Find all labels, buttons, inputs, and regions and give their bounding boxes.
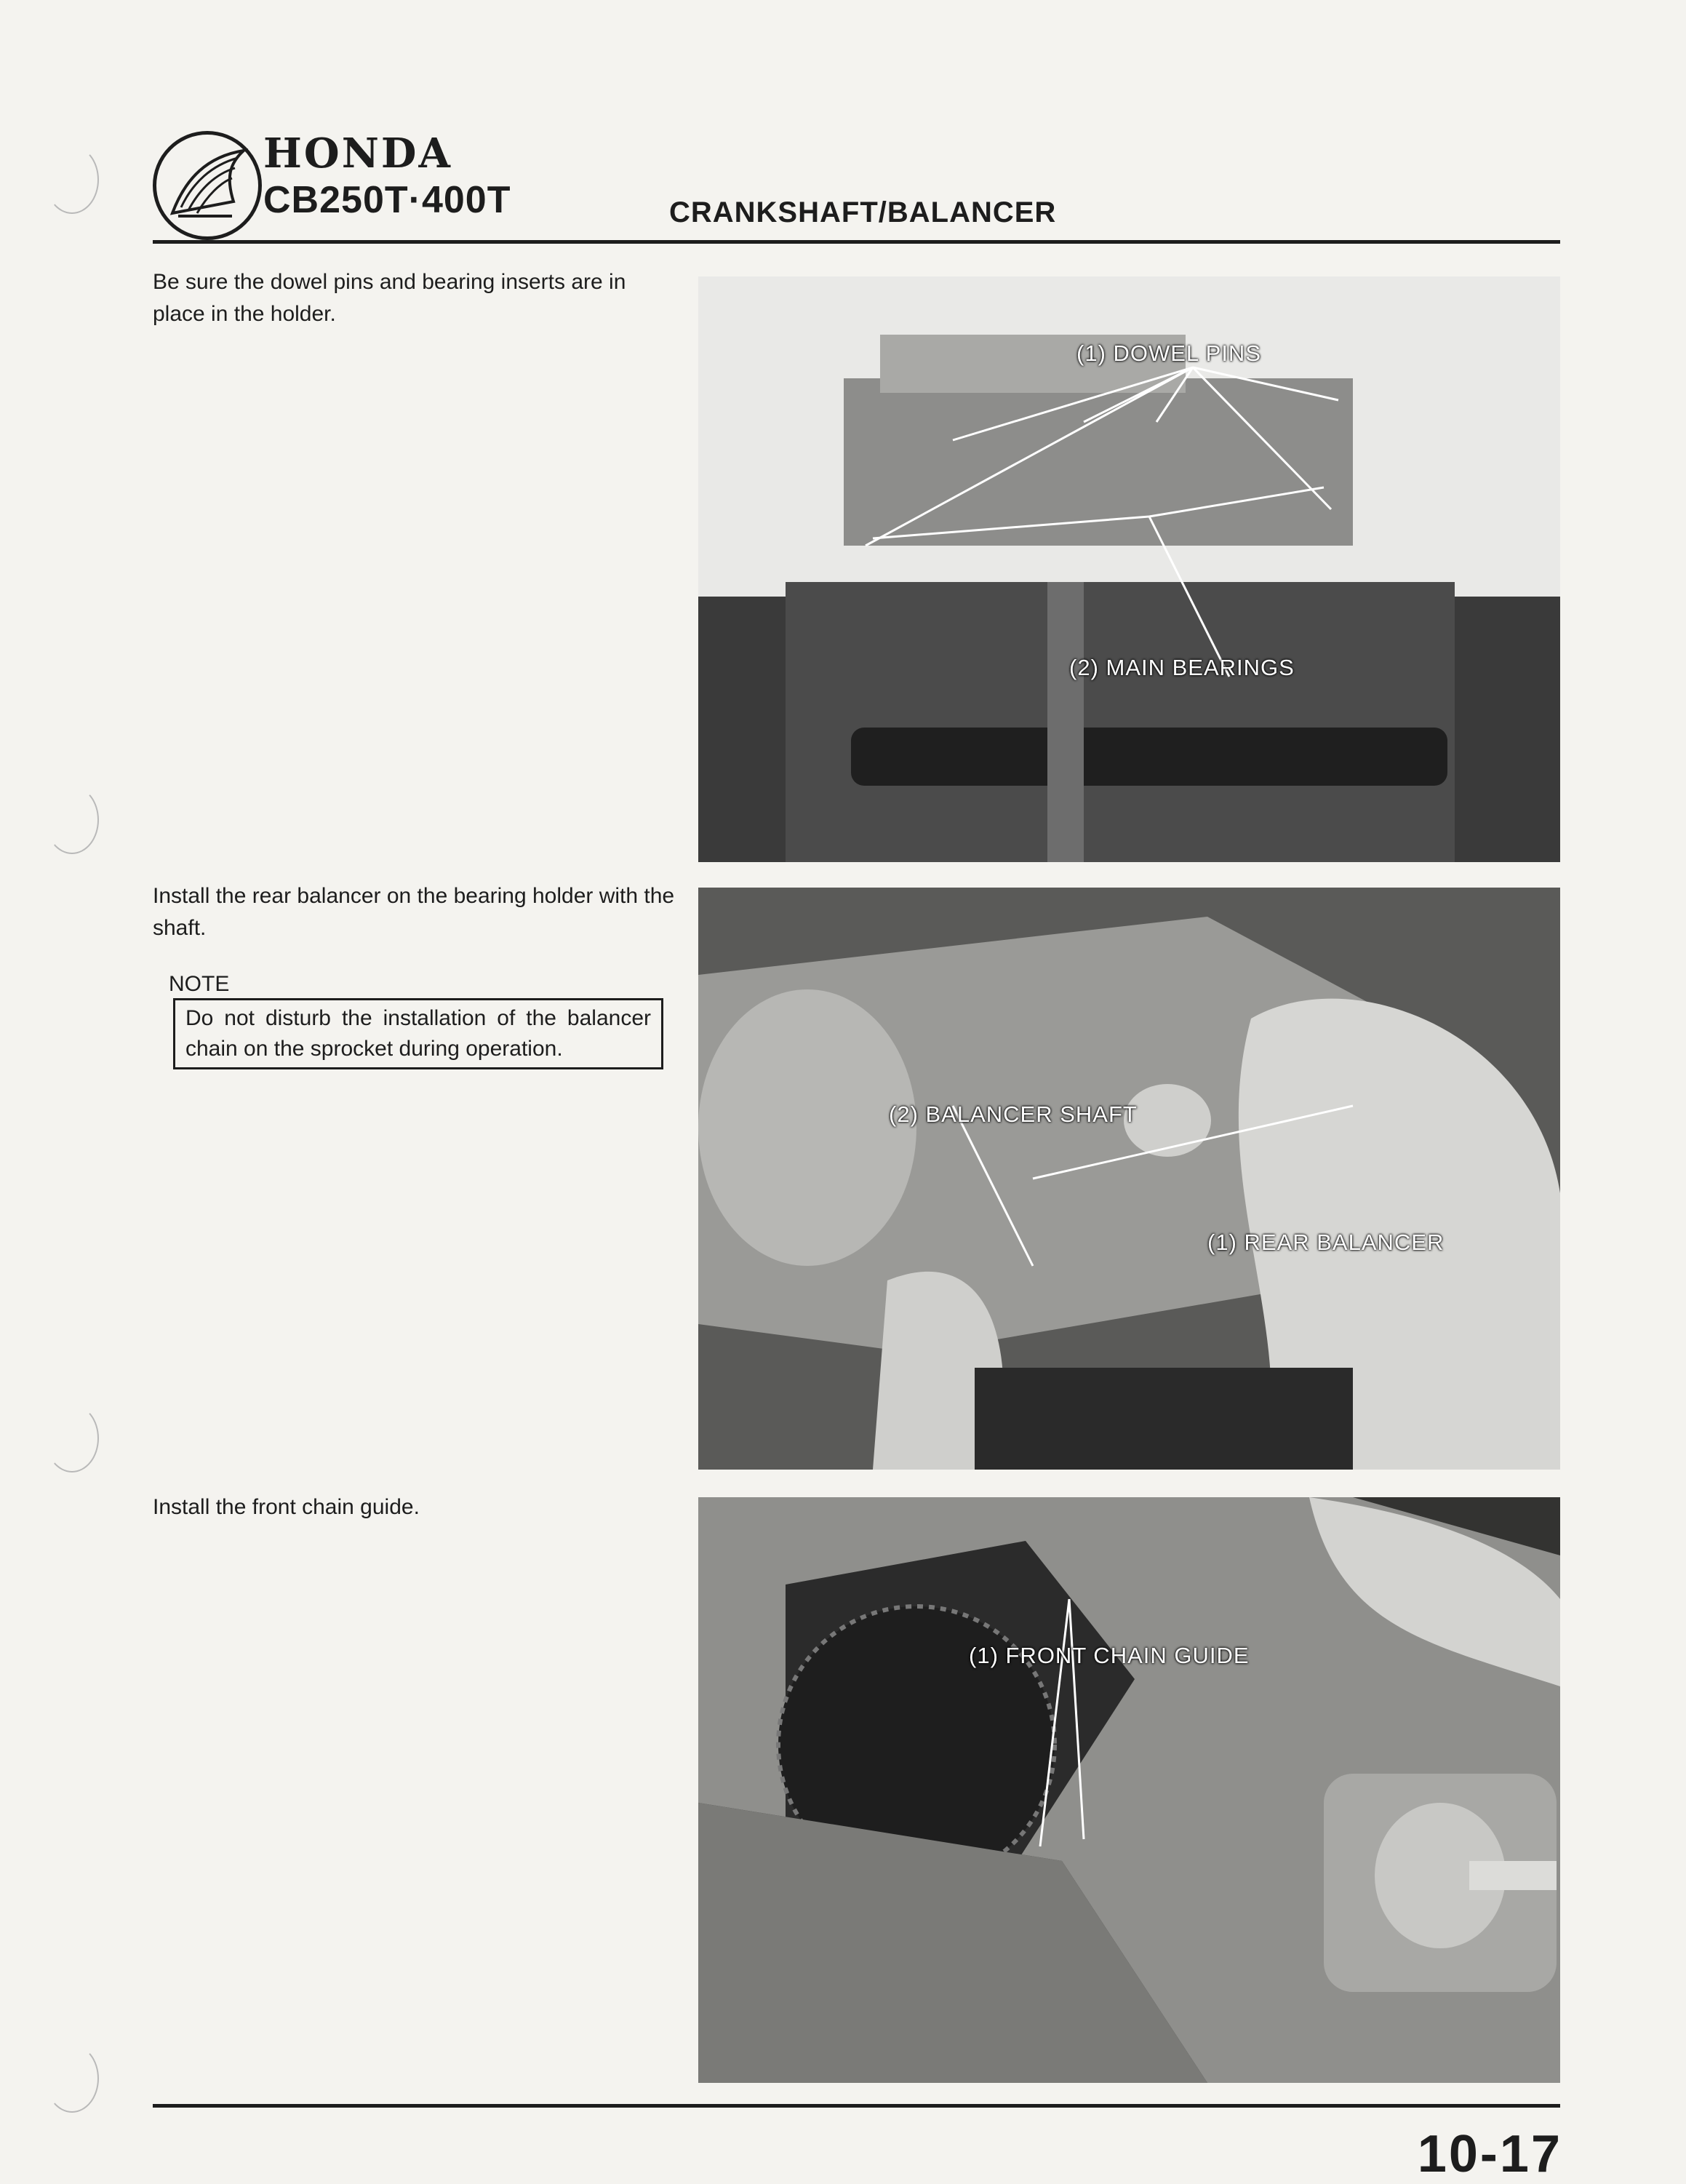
photo-dowel-pins	[698, 276, 1560, 862]
section-title: CRANKSHAFT/BALANCER	[669, 196, 1057, 228]
step-3-text: Install the front chain guide.	[153, 1495, 420, 1519]
photo-rear-balancer	[698, 888, 1560, 1470]
note-box: Do not disturb the installation of the balancer chain on the sprocket during operation.	[173, 998, 663, 1069]
binder-hole	[45, 1404, 99, 1472]
honda-wing-logo	[153, 131, 262, 240]
wing-icon	[156, 135, 258, 236]
binder-hole	[45, 786, 99, 854]
step-1-text: Be sure the dowel pins and bearing inserts are in place in the holder.	[153, 270, 626, 326]
callout-main-bearings: (2) MAIN BEARINGS	[1069, 655, 1295, 680]
callout-rear-balancer: (1) REAR BALANCER	[1207, 1230, 1445, 1255]
callout-balancer-shaft: (2) BALANCER SHAFT	[889, 1101, 1138, 1127]
callout-dowel-pins: (1) DOWEL PINS	[1076, 340, 1261, 366]
model-name: CB250T·400T	[263, 179, 511, 221]
brand-name: HONDA	[263, 129, 452, 178]
footer-rule	[153, 2104, 1560, 2108]
callout-front-chain-guide: (1) FRONT CHAIN GUIDE	[969, 1643, 1250, 1668]
photo-front-chain-guide	[698, 1497, 1560, 2083]
page-number: 10-17	[1417, 2125, 1562, 2183]
step-2-text: Install the rear balancer on the bearing holder with the shaft.	[153, 884, 675, 940]
binder-hole	[45, 146, 99, 214]
note-label: NOTE	[169, 972, 230, 996]
header-rule	[153, 240, 1560, 244]
binder-hole	[45, 2044, 99, 2113]
